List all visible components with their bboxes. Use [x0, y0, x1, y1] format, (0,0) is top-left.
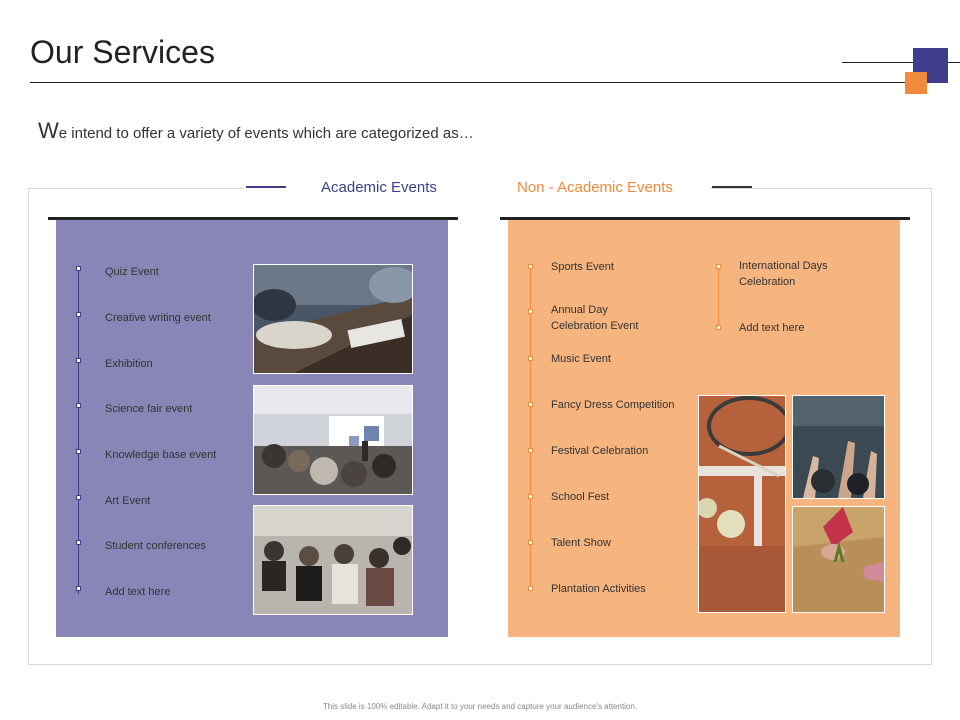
non-academic-timeline-right [718, 266, 719, 330]
timeline-dot [76, 586, 81, 591]
non-academic-item: Festival Celebration [551, 445, 649, 457]
subtitle-initial: W [38, 118, 59, 143]
timeline-dot [528, 494, 533, 499]
non-academic-item: Plantation Activities [551, 583, 646, 595]
timeline-dot [716, 264, 721, 269]
timeline-dot [76, 266, 81, 271]
timeline-dot [528, 448, 533, 453]
academic-heading-line [246, 186, 286, 188]
photo-meeting [253, 264, 413, 374]
academic-item: Quiz Event [105, 266, 159, 278]
non-academic-item: School Fest [551, 491, 610, 503]
decorative-square-orange [905, 72, 927, 94]
timeline-dot [528, 586, 533, 591]
photo-concert [792, 395, 885, 499]
academic-item: Creative writing event [105, 312, 211, 324]
academic-item: Add text here [105, 586, 171, 598]
timeline-dot [76, 403, 81, 408]
non-academic-item: International Days Celebration [739, 260, 828, 288]
non-academic-heading-line [712, 186, 752, 188]
page-title: Our Services [30, 34, 215, 70]
title-underline [30, 82, 930, 83]
photo-conference [253, 505, 413, 615]
timeline-dot [716, 325, 721, 330]
timeline-dot [76, 495, 81, 500]
meeting-image [254, 265, 412, 373]
academic-item: Exhibition [105, 358, 153, 370]
academic-item: Knowledge base event [105, 449, 217, 461]
concert-image [793, 396, 884, 498]
non-academic-item: Talent Show [551, 537, 611, 549]
subtitle-text: e intend to offer a variety of events which are categorized as… [58, 125, 474, 142]
academic-item: Science fair event [105, 403, 193, 415]
non-academic-item: Annual Day Celebration Event [551, 304, 639, 332]
tennis-image [699, 396, 785, 612]
non-academic-item: Add text here [739, 322, 805, 334]
academic-heading: Academic Events [321, 179, 437, 196]
conference-image [254, 506, 412, 614]
timeline-dot [528, 540, 533, 545]
academic-item: Art Event [105, 495, 151, 507]
photo-tennis [698, 395, 786, 613]
academic-item: Student conferences [105, 540, 206, 552]
timeline-dot [76, 312, 81, 317]
footer-note: This slide is 100% editable. Adapt it to your needs and capture your audience's attention. [322, 702, 638, 711]
timeline-dot [528, 356, 533, 361]
photo-plantation [792, 506, 885, 613]
subtitle [38, 118, 474, 144]
timeline-dot [76, 449, 81, 454]
timeline-dot [528, 402, 533, 407]
non-academic-item: Sports Event [551, 261, 614, 273]
photo-presentation [253, 385, 413, 495]
presentation-image [254, 386, 412, 494]
timeline-dot [76, 540, 81, 545]
timeline-dot [528, 264, 533, 269]
non-academic-item: Music Event [551, 353, 611, 365]
timeline-dot [528, 309, 533, 314]
plantation-image [793, 507, 884, 612]
timeline-dot [76, 358, 81, 363]
non-academic-item: Fancy Dress Competition [551, 399, 675, 411]
non-academic-heading: Non - Academic Events [517, 179, 673, 196]
